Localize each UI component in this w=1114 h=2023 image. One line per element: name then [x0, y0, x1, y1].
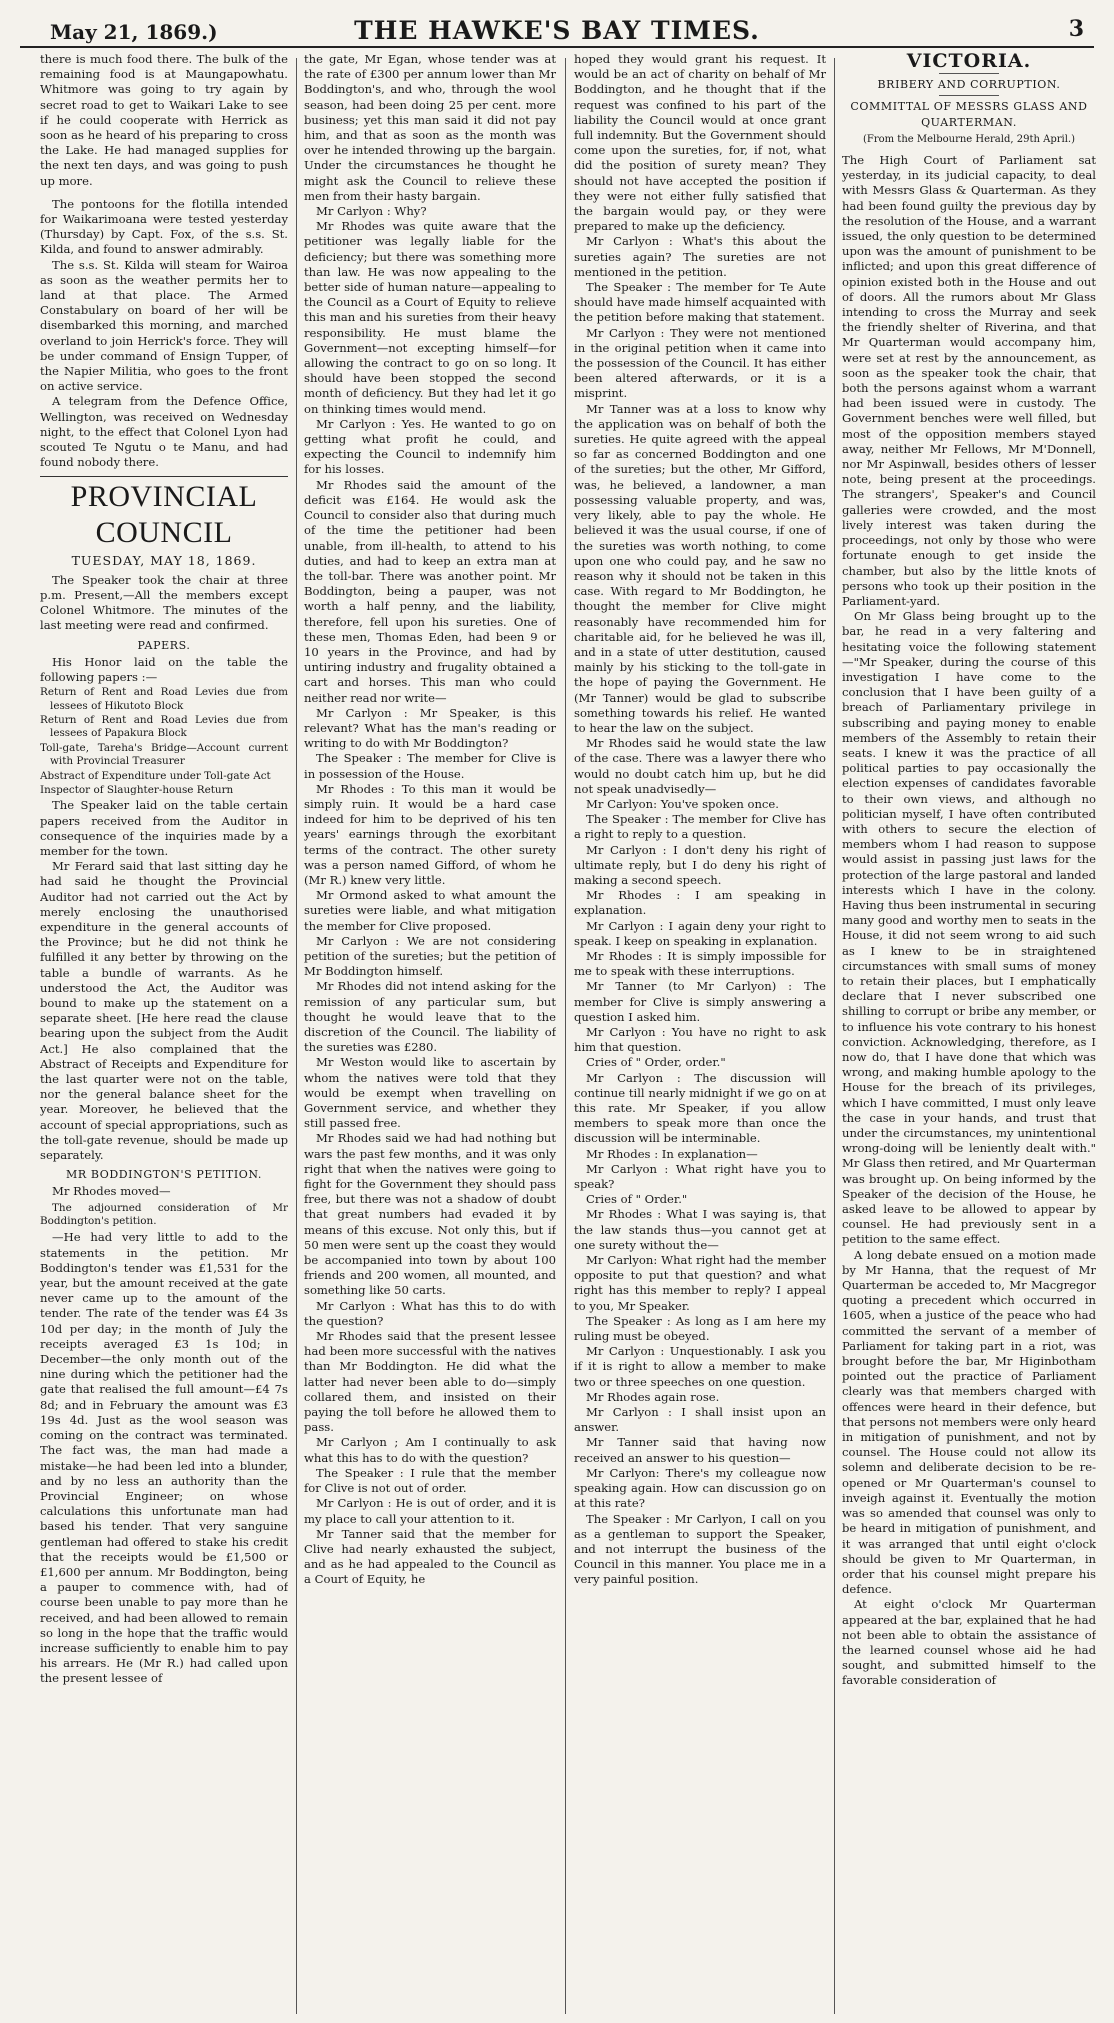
column-4 [842, 52, 1096, 2014]
paragraph: The s.s. St. Kilda will steam for Wairoa as soon as the weather permits her to land at that place. The Armed Constabulary on board of her will be disembarked this morning, and marched overland to join Herrick's force. They will be under command of Ensign Tupper, of the Napier Militia, who goes to the front on active service. [40, 257, 288, 394]
article-source: (From the Melbourne Herald, 29th April.) [863, 133, 1075, 145]
paragraph: Mr Rhodes again rose. [586, 1389, 720, 1404]
paragraph: Mr Carlyon : I don't deny his right of ultimate reply, but I do deny his right of making a second speech. [574, 842, 826, 887]
paragraph: Mr Carlyon : The discussion will continue till nearly midnight if we go on at this rate. Mr Speaker, if you allow members to speak more than once the discussion will be interminable. [574, 1070, 826, 1146]
section-date: TUESDAY, MAY 18, 1869. [71, 553, 257, 569]
paragraph: Mr Carlyon: There's my colleague now speaking again. How can discussion go on at this rate? [574, 1465, 826, 1511]
paragraph: The Speaker : Mr Carlyon, I call on you as a gentleman to support the Speaker, and not interrupt the business of the Council in this manner. You place me in a very painful position. [574, 1511, 826, 1587]
paragraph: Mr Carlyon : Why? [316, 204, 427, 219]
paragraph: hoped they would grant his request. It would be an act of charity on behalf of Mr Boddington, and he thought that if the request was confined to his part of the liability the Council would at once grant full indemnity. But the Government should come upon the sureties, for, if not, what did the position of surety mean? They should not have accepted the position if they were not either fully satisfied that the bargain would pay, or they were prepared to make up the deficiency. [574, 52, 826, 234]
paragraph: Mr Carlyon ; Am I continually to ask what this has to do with the question? [304, 1435, 556, 1465]
paragraph: At eight o'clock Mr Quarterman appeared at the bar, explained that he had not been able to obtain the assistance of the learned counsel whose aid he had sought, and submitted himself to the favorable consideration of [842, 1597, 1096, 1688]
paragraph: The Speaker : The member for Clive has a right to reply to a question. [574, 812, 826, 842]
paragraph: Mr Rhodes said that the present lessee had been more successful with the natives than Mr Boddington. He did what the latter had never been able to do—simply collared them, and insisted on their paying the toll before he allowed them to pass. [304, 1329, 556, 1435]
column-rule [296, 58, 297, 2014]
paragraph: The pontoons for the flotilla intended for Waikarimoana were tested yesterday (Thursday) by Capt. Fox, of the s.s. St. Kilda, and found to answer admirably. [40, 196, 288, 257]
paragraph: Mr Rhodes : I am speaking in explanation. [574, 888, 826, 918]
paragraph: Mr Carlyon : I again deny your right to speak. I keep on speaking in explanation. [574, 918, 826, 948]
paragraph: Mr Rhodes : In explanation— [586, 1146, 758, 1161]
divider [939, 95, 999, 96]
paragraph: Cries of " Order." [586, 1192, 688, 1207]
paragraph: Mr Rhodes said the amount of the deficit was £164. He would ask the Council to consider also that during much of the time the petitioner had been unable, from ill-health, to attend to his duties, and had to keep an extra man at the toll-bar. There was another point. Mr Boddington, being a pauper, was not worth a half penny, and the liability, therefore, fell upon his sureties. One of these men, Thomas Eden, had been 9 or 10 years in the Province, and had by untiring industry and frugality obtained a cart and horses. This man who could neither read nor write— [304, 477, 556, 705]
paragraph: Mr Tanner was at a loss to know why the application was on behalf of both the sureties. He quite agreed with the appeal so far as concerned Boddington and one of the sureties; but the other, Mr Gifford, was, he believed, a landowner, a man possessing valuable property, and was, very likely, able to pay the whole. He believed it was the usual course, if one of the sureties was worth nothing, to come upon one who could pay, and he saw no reason why it should not be taken in this case. With regard to Mr Boddington, he thought the member for Clive might reasonably have recommended him for charitable aid, for he believed he was ill, and in a state of utter destitution, caused mainly by his sticking to the toll-gate in the hope of paying the Government. He (Mr Tanner) would be glad to subscribe something towards his relief. He wanted to hear the law on the subject. [574, 401, 826, 735]
list-item: Return of Rent and Road Levies due from lessees of Hikutoto Block [40, 686, 288, 712]
paragraph: Mr Ormond asked to what amount the sureties were liable, and what mitigation the member for Clive proposed. [304, 888, 556, 933]
paragraph: Mr Tanner (to Mr Carlyon) : The member for Clive is simply answering a question I asked him. [574, 979, 826, 1024]
paragraph: Mr Carlyon : What's this about the sureties again? The sureties are not mentioned in the petition. [574, 234, 826, 279]
column-3 [574, 52, 826, 2014]
paragraph: Mr Carlyon: What right had the member opposite to put that question? and what right has this member to reply? I appeal to you, Mr Speaker. [574, 1253, 826, 1313]
paragraph: On Mr Glass being brought up to the bar, he read in a very faltering and hesitating voice the following statement—"Mr Speaker, during the course of this investigation I have come to the conclusion that I have been guilty of a breach of Parliamentary privilege in subscribing and paying money to enable members of the Assembly to retain their seats. I knew it was the practice of all political parties to pay occasionally the election expenses of candidates favorable to their own views, and although no politician myself, I have often contributed with others to secure the election of members whom I had reason to suppose would assist in passing just laws for the protection of the large pastoral and landed interests which I have in the colony. Having thus been instrumental in securing many good and worthy men to seats in the House, it did not seem wrong to aid such as I knew to be in straightened circumstances with small sums of money to retain their places, but I emphatically declare that I never subscribed one shilling to corrupt or bribe any member, or to influence his vote contrary to his honest conviction. Acknowledging, therefore, as I now do, that I have done that which was wrong, and making humble apology to the House for the breach of its privileges, which I have committed, I must only leave the case in your hands, and trust that under the circumstances, my unintentional wrong-doing will be leniently dealt with." Mr Glass then retired, and Mr Quarterman was brought up. On being informed by the Speaker of the decision of the House, he asked leave to be allowed to appear by counsel. He had previously sent in a petition to the same effect. [842, 609, 1096, 1247]
column-rule [834, 58, 835, 2014]
masthead [20, 8, 1094, 48]
paragraph: Mr Rhodes said we had had nothing but wars the past few months, and it was only right that when the natives were going to fight for the Government they should pass free, but there was not a shadow of doubt that great numbers had evaded it by means of this excuse. Not only this, but if 50 men were sent up the coast they would be accompanied into town by about 100 friends and 200 women, all mounted, and something like 50 carts. [304, 1131, 556, 1298]
paragraph: Mr Carlyon : They were not mentioned in the original petition when it came into the possession of the Council. It has either been altered afterwards, or it is a misprint. [574, 325, 826, 401]
section-heading: PROVINCIAL COUNCIL [40, 476, 288, 551]
paragraph: The Speaker took the chair at three p.m. Present,—All the members except Colonel Whitmore. The minutes of the last meeting were read and confirmed. [40, 572, 288, 633]
paragraph: there is much food there. The bulk of the remaining food is at Maungapowhatu. Whitmore was going to try again by secret road to get to Waikari Lake to see if he could cooperate with Herrick as soon as he heard of his preparing to cross the Lake. He had managed supplies for the next ten days, and was going to push up more. [40, 52, 288, 188]
paragraph: Mr Carlyon : I shall insist upon an answer. [574, 1405, 826, 1435]
article-title: VICTORIA. [906, 52, 1032, 72]
subheading: MR BODDINGTON'S PETITION. [65, 1168, 262, 1182]
list-item: Abstract of Expenditure under Toll-gate Act [40, 769, 271, 782]
paragraph: Mr Carlyon : What has this to do with the question? [304, 1298, 556, 1328]
paragraph: Mr Tanner said that having now received an answer to his question— [574, 1435, 826, 1465]
paragraph: The High Court of Parliament sat yesterday, in its judicial capacity, to deal with Messrs Glass & Quarterman. As they had been found guilty the previous day by the resolution of the House, and a warrant issued, the only question to be determined upon was the amount of punishment to be inflicted; and upon this great difference of opinion existed both in the House and out of doors. All the rumors about Mr Glass intending to cross the Murray and seek the friendly shelter of Riverina, and that Mr Quarterman would accompany him, were set at rest by the announcement, as soon as the speaker took the chair, that both the persons against whom a warrant had been issued were in custody. The Government benches were well filled, but most of the opposition members stayed away, neither Mr Fellows, Mr M'Donnell, nor Mr Aspinwall, besides others of lesser note, being present at the proceedings. The strangers', Speaker's and Council galleries were crowded, and the most lively interest was taken during the proceedings, not only by those who were fortunate enough to get inside the chamber, but also by the little knots of persons who took up their position in the Parliament-yard. [842, 153, 1096, 608]
paragraph: the gate, Mr Egan, whose tender was at the rate of £300 per annum lower than Mr Boddington's, and who, through the wool season, had been doing 25 per cent. more business; yet this man said it did not pay him, and that as soon as the month was over he intended throwing up the bargain. Under the circumstances he thought he might ask the Council to relieve these men from their hasty bargain. [304, 52, 556, 203]
motion-text: The adjourned consideration of Mr Boddington's petition. [40, 1201, 288, 1228]
paragraph: Mr Rhodes moved— [52, 1184, 171, 1199]
paragraph: The Speaker : The member for Te Aute should have made himself acquainted with the petition before making that statement. [574, 280, 826, 325]
paragraph: Mr Tanner said that the member for Clive had nearly exhausted the subject, and as he had appealed to the Council as a Court of Equity, he [304, 1526, 556, 1587]
paragraph: A telegram from the Defence Office, Wellington, was received on Wednesday night, to the effect that Colonel Lyon had scouted Te Ngutu o te Manu, and had found nobody there. [40, 394, 288, 470]
newspaper-title: THE HAWKE'S BAY TIMES. [354, 16, 760, 45]
paragraph: Mr Rhodes was quite aware that the petitioner was legally liable for the deficiency; but there was something more than law. He was now appealing to the better side of human nature—appealing to the Council as a Court of Equity to relieve this man and his sureties from their heavy responsibility. He must blame the Government—not excepting himself—for allowing the contract to go on so long. It should have been stopped the second month of deficiency. But they had let it go on thinking times would mend. [304, 219, 556, 416]
paragraph: His Honor laid on the table the following papers :— [40, 654, 288, 684]
paragraph: Mr Rhodes did not intend asking for the remission of any particular sum, but thought he would leave that to the discretion of the Council. The liability of the sureties was £280. [304, 979, 556, 1055]
paragraph: Mr Carlyon : Mr Speaker, is this relevant? What has the man's reading or writing to do with Mr Boddington? [304, 705, 556, 751]
article-columns [20, 52, 1094, 2014]
paragraph: The Speaker : The member for Clive is in possession of the House. [304, 751, 556, 781]
paragraph: Mr Carlyon : You have no right to ask him that question. [574, 1025, 826, 1055]
paragraph: Cries of " Order, order." [586, 1055, 726, 1070]
paragraph: Mr Rhodes : To this man it would be simply ruin. It would be a hard case indeed for him to be deprived of his ten years' earnings through the exorbitant terms of the contract. The other surety was a person named Gifford, of whom he (Mr R.) knew very little. [304, 781, 556, 887]
paragraph: Mr Carlyon : Unquestionably. I ask you if it is right to allow a member to make two or three speeches on one question. [574, 1344, 826, 1389]
paragraph: Mr Weston would like to ascertain by whom the natives were told that they would be exempt when travelling on Government service, and whether they still passed free. [304, 1055, 556, 1131]
column-rule [565, 58, 566, 2014]
paragraph: Mr Carlyon : Yes. He wanted to go on getting what profit he could, and expecting the Council to indemnify him for his losses. [304, 416, 556, 477]
paragraph: Mr Rhodes : What I was saying is, that the law stands thus—you cannot get at one surety without the— [574, 1207, 826, 1252]
article-subtitle: BRIBERY AND CORRUPTION. [877, 78, 1061, 92]
paragraph: Mr Carlyon : We are not considering petition of the sureties; but the petition of Mr Boddington himself. [304, 933, 556, 979]
paragraph: Mr Carlyon : What right have you to speak? [574, 1161, 826, 1192]
column-2 [304, 52, 556, 2014]
list-item: Inspector of Slaughter-house Return [40, 783, 234, 796]
list-item: Toll-gate, Tareha's Bridge—Account current with Provincial Treasurer [40, 741, 288, 768]
subheading: PAPERS. [137, 638, 191, 652]
article-subtitle: COMMITTAL OF MESSRS GLASS AND QUARTERMAN. [850, 100, 1088, 129]
paragraph: —He had very little to add to the statements in the petition. Mr Boddington's tender was £1,531 for the year, but the amount received at the gate never came up to the amount of the tender. The rate of the tender was £4 3s 10d per day; in the month of July the receipts averaged £3 1s 10d; in December—the only month out of the nine during which the petitioner had the gate that realised the full amount—£4 7s 8d; and in February the amount was £3 19s 4d. Just as the wool season was coming on the contract was terminated. The fact was, the man had made a mistake—he had been led into a blunder, and by no less an authority than the Provincial Engineer; on whose calculations this unfortunate man had based his tender. That very sanguine gentleman had offered to stake his credit that the receipts would be £1,500 or £1,600 per annum. Mr Boddington, being a pauper to commence with, had of course been unable to pay more than he received, and had been allowed to remain so long in the hope that the traffic would increase sufficiently to enable him to pay his arrears. He (Mr R.) had called upon the present lessee of [40, 1230, 288, 1686]
column-1 [40, 52, 288, 2014]
paragraph: Mr Rhodes said he would state the law of the case. There was a lawyer there who would no doubt catch him up, but he did not speak unadvisedly— [574, 736, 826, 796]
divider [939, 73, 999, 74]
paragraph: The Speaker laid on the table certain papers received from the Auditor in consequence of the inquiries made by a member for the town. [40, 798, 288, 858]
paragraph: Mr Ferard said that last sitting day he had said he thought the Provincial Auditor had not carried out the Act by merely enclosing the unauthorised expenditure in the general accounts of the Province; but he did not think he fulfilled it any better by throwing on the table a bundle of warrants. As he understood the Act, the Auditor was bound to make up the statement on a separate sheet. [He here read the clause bearing upon the subject from the Audit Act.] He also complained that the Abstract of Receipts and Expenditure for the last quarter were not on the table, nor the general balance sheet for the year. Moreover, he believed that the account of special appropriations, such as the toll-gate revenue, should be made up separately. [40, 859, 288, 1163]
list-item: Return of Rent and Road Levies due from lessees of Papakura Block [40, 713, 288, 740]
paragraph: Mr Carlyon : He is out of order, and it is my place to call your attention to it. [304, 1496, 556, 1526]
paragraph: A long debate ensued on a motion made by Mr Hanna, that the request of Mr Quarterman be acceded to, Mr Macgregor quoting a precedent which occurred in 1605, when a justice of the peace who had committed the servant of a member of Parliament for taking part in a riot, was brought before the bar, Mr Higinbotham pointed out the practice of Parliament clearly was that members charged with offences were heard in their defence, but that persons not members were only heard in mitigation of punishment, and not by counsel. The House could not allow its solemn and deliberate decision to be re-opened or Mr Quarterman's counsel to inveigh against it. Eventually the motion was so amended that counsel was only to be heard in mitigation of punishment, and it was arranged that until eight o'clock should be given to Mr Quarterman, in order that his counsel might prepare his defence. [842, 1247, 1096, 1597]
paragraph: Mr Carlyon: You've spoken once. [586, 796, 779, 811]
paragraph: The Speaker : As long as I am here my ruling must be obeyed. [574, 1313, 826, 1344]
page-number: 3 [1068, 16, 1084, 42]
paragraph: Mr Rhodes : It is simply impossible for me to speak with these interruptions. [574, 948, 826, 979]
issue-date: May 21, 1869.) [50, 20, 218, 44]
paragraph: The Speaker : I rule that the member for Clive is not out of order. [304, 1465, 556, 1496]
